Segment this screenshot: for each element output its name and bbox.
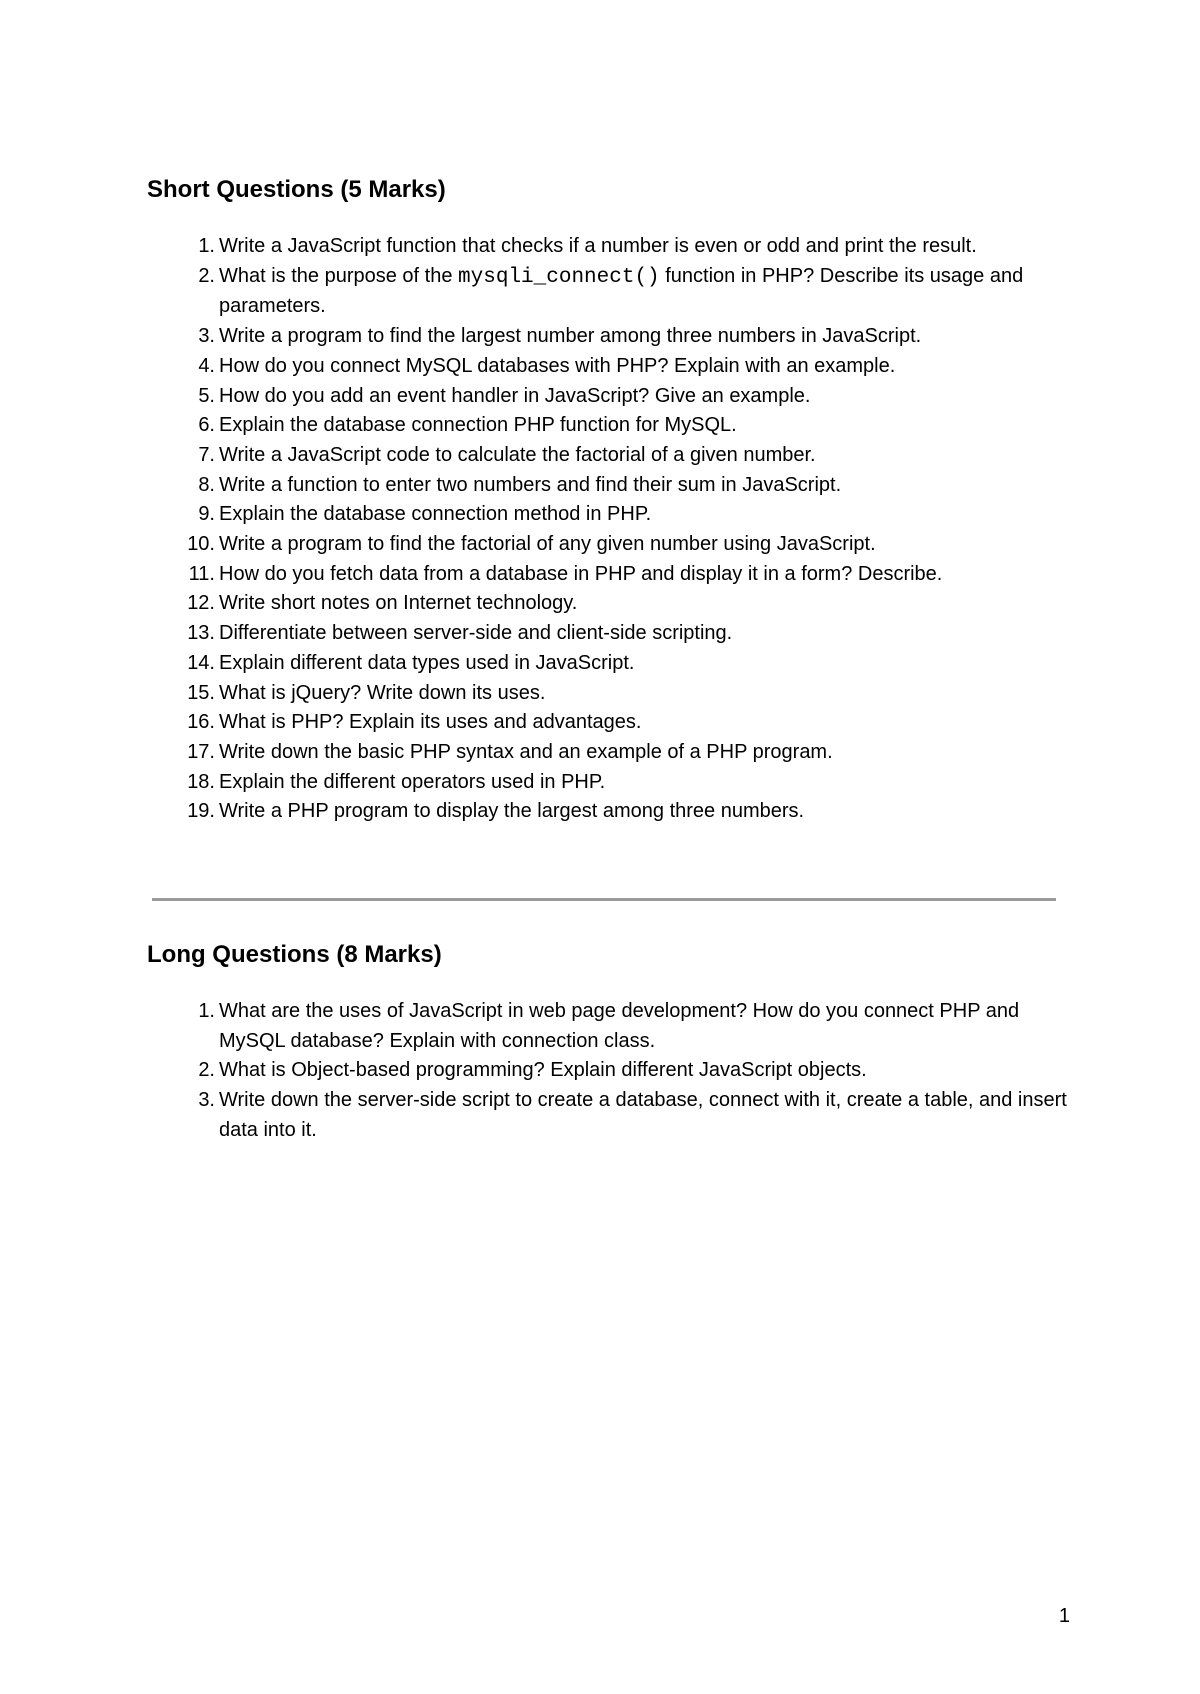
item-number: 4. [198,354,215,377]
list-item [147,1086,1077,1145]
list-item [147,619,1077,649]
question-text: How do you connect MySQL databases with PHP? Explain with an example. [219,354,896,377]
question-text: Explain the database connection method in PHP. [219,503,652,526]
list-item [147,679,1077,709]
item-number: 17. [187,740,215,763]
question-text: Write a JavaScript function that checks if a number is even or odd and print the result. [219,235,977,257]
list-item [147,352,1077,382]
question-text: Explain different data types used in JavaScript. [219,651,635,674]
list-item [147,441,1077,471]
long-questions-heading: Long Questions (8 Marks) [147,941,442,968]
short-questions-heading: Short Questions (5 Marks) [147,176,446,203]
question-text: What is Object-based programming? Explain different JavaScript objects. [219,1059,867,1082]
item-number: 12. [187,592,215,615]
list-item [147,500,1077,530]
question-text: What is PHP? Explain its uses and advantages. [219,711,642,734]
list-item [147,560,1077,590]
list-item [147,997,1077,1056]
item-number: 10. [187,533,215,556]
list-item [147,471,1077,501]
item-number: 7. [198,443,215,466]
item-number: 15. [187,681,215,704]
item-number: 11. [188,562,215,585]
question-text: Explain the different operators used in PHP. [219,770,606,793]
item-number: 9. [198,503,215,526]
question-text: Write a function to enter two numbers and find their sum in JavaScript. [219,473,842,496]
question-text: Differentiate between server-side and client-side scripting. [219,622,733,645]
list-item [147,411,1077,441]
question-text-after-code: function in PHP? Describe its usage and parameters. [219,264,1024,318]
question-text: Write a JavaScript code to calculate the factorial of a given number. [219,443,816,466]
list-item [147,1056,1077,1086]
item-number: 2. [198,1059,215,1082]
question-text: Write short notes on Internet technology. [219,592,578,615]
list-item [147,232,1077,262]
list-item [147,797,1077,827]
item-number: 5. [198,384,215,407]
item-number: 13. [187,622,215,645]
list-item [147,589,1077,619]
question-text-before-code: What is the purpose of the [219,264,459,287]
page-number: 1 [1058,1605,1070,1627]
question-text: How do you fetch data from a database in PHP and display it in a form? Describe. [219,562,943,585]
section-divider [152,898,1056,901]
list-item [147,262,1077,322]
list-item [147,738,1077,768]
item-number: 14. [187,651,215,674]
question-text: How do you add an event handler in JavaScript? Give an example. [219,384,811,407]
item-number: 19. [187,800,215,823]
item-number: 8. [198,473,215,496]
question-text: Write down the server-side script to create a database, connect with it, create a table, and insert data into it. [219,1089,1067,1141]
item-number: 1. [198,1000,215,1022]
list-item [147,708,1077,738]
question-text: What is jQuery? Write down its uses. [219,681,546,704]
item-number: 1. [198,235,215,257]
question-text: Write a PHP program to display the largest among three numbers. [219,800,805,823]
code-snippet: mysqli_connect() [458,265,660,289]
short-questions-list [147,232,1077,827]
list-item [147,530,1077,560]
question-text: Write a program to find the largest number among three numbers in JavaScript. [219,325,922,348]
item-number: 16. [187,711,215,734]
list-item [147,322,1077,352]
list-item [147,649,1077,679]
long-questions-list [147,997,1077,1146]
item-number: 3. [198,1089,215,1112]
question-text: Write a program to find the factorial of any given number using JavaScript. [219,533,876,556]
item-number: 3. [198,325,215,348]
item-number: 18. [187,770,215,793]
question-text: What are the uses of JavaScript in web page development? How do you connect PHP and MySQL database? Explain with connection class. [219,1000,1020,1052]
item-number: 6. [198,414,215,437]
question-text: Explain the database connection PHP function for MySQL. [219,414,737,437]
list-item [147,382,1077,412]
question-text: Write down the basic PHP syntax and an example of a PHP program. [219,740,833,763]
item-number: 2. [198,264,215,287]
list-item [147,768,1077,798]
